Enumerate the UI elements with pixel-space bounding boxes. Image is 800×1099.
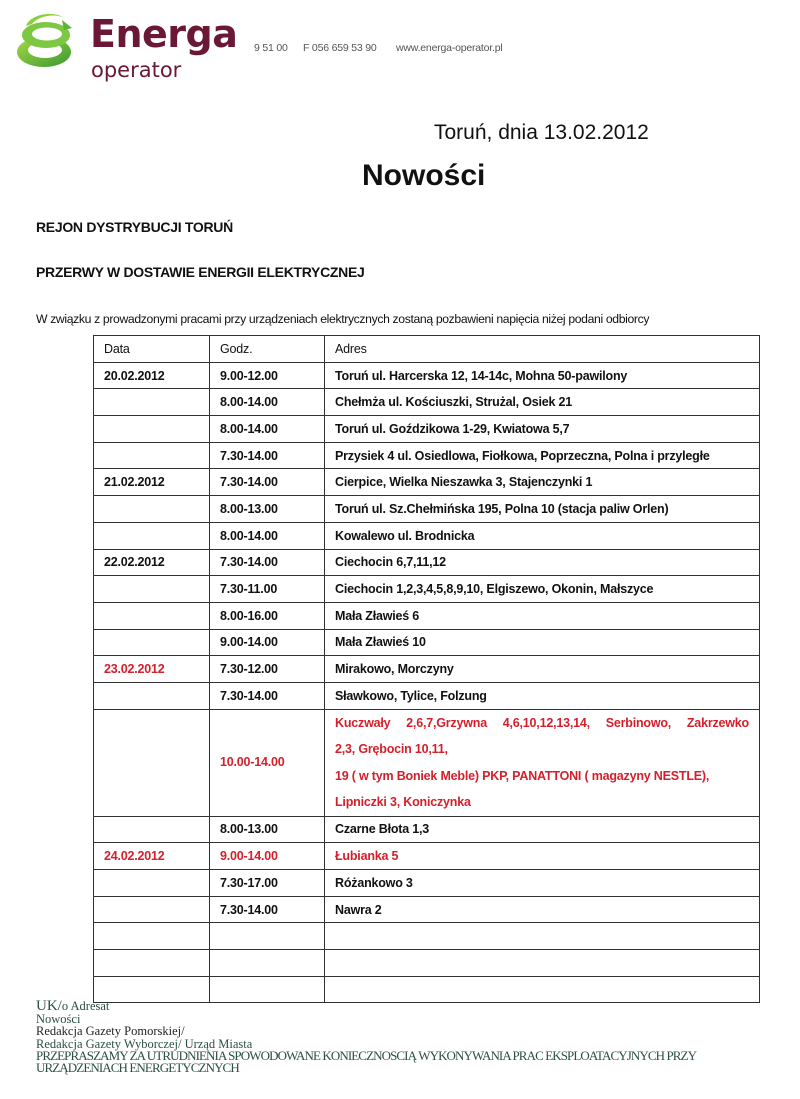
outage-table [93,335,760,1003]
table-row [94,362,760,389]
intro-text: W związku z prowadzonymi pracami przy urządzeniach elektrycznych zostaną pozbawieni napięcia niżej podani odbiorcy [36,312,650,326]
row-address: Mała Zławieś 10 [325,629,760,656]
row-time: 8.00-14.00 [210,416,325,443]
row-time: 8.00-13.00 [210,816,325,843]
table-row [94,469,760,496]
row-date [94,896,210,923]
row-time: 9.00-12.00 [210,362,325,389]
row-address [325,709,760,816]
brand-subtitle: operator [91,58,182,82]
energa-logo-icon [14,8,76,70]
table-row [94,549,760,576]
row-address: Łubianka 5 [325,843,760,870]
row-address: Mirakowo, Morczyny [325,656,760,683]
address-line: Lipniczki 3, Koniczynka [335,795,471,810]
subject-heading: PRZERWY W DOSTAWIE ENERGII ELEKTRYCZNEJ [36,264,365,280]
footer-uk: UK/ [36,998,62,1014]
row-time: 8.00-14.00 [210,522,325,549]
row-time: 9.00-14.00 [210,843,325,870]
footer-uk-rest: o Adresat [61,999,110,1013]
address-line: 2,3, Grębocin 10,11, [335,742,448,757]
table-row [94,389,760,416]
row-date [94,496,210,523]
row-address [325,976,760,1003]
row-date [94,682,210,709]
footer-apology-line2: URZĄDZENIACH ENERGETYCZNYCH [36,1060,239,1075]
row-date [94,709,210,816]
row-address: Różankowo 3 [325,870,760,897]
table-row-empty [94,950,760,977]
region-heading: REJON DYSTRYBUCJI TORUŃ [36,219,233,235]
row-date: 24.02.2012 [94,843,210,870]
table-row [94,896,760,923]
table-header-row [94,336,760,363]
row-time: 8.00-13.00 [210,496,325,523]
row-date [94,816,210,843]
row-address: Toruń ul. Goździkowa 1-29, Kwiatowa 5,7 [325,416,760,443]
table-row [94,682,760,709]
row-time: 9.00-14.00 [210,629,325,656]
fax-number: F 056 659 53 90 [303,42,377,54]
row-address: Czarne Błota 1,3 [325,816,760,843]
table-row-empty [94,923,760,950]
footer-recipients-label [36,1000,696,1013]
table-row [94,870,760,897]
table-row-highlighted [94,709,760,816]
row-address: Chełmża ul. Kościuszki, Strużal, Osiek 21 [325,389,760,416]
row-time: 7.30-14.00 [210,682,325,709]
row-date [94,522,210,549]
row-address: Przysiek 4 ul. Osiedlowa, Fiołkowa, Poprzeczna, Polna i przyległe [325,442,760,469]
row-address: Kowalewo ul. Brodnicka [325,522,760,549]
row-address: Toruń ul. Sz.Chełmińska 195, Polna 10 (stacja paliw Orlen) [325,496,760,523]
row-time: 7.30-14.00 [210,469,325,496]
row-time [210,976,325,1003]
brand-name: Energa [90,12,238,56]
city-date: Toruń, dnia 13.02.2012 [434,121,649,144]
row-date [94,416,210,443]
table-row [94,522,760,549]
header-address: Adres [325,336,760,363]
footer [36,1000,696,1074]
row-address: Ciechocin 1,2,3,4,5,8,9,10, Elgiszewo, Okonin, Małszyce [325,576,760,603]
row-time: 8.00-14.00 [210,389,325,416]
row-address: Ciechocin 6,7,11,12 [325,549,760,576]
row-address: Mała Zławieś 6 [325,602,760,629]
row-date [94,442,210,469]
row-date [94,950,210,977]
row-time: 7.30-14.00 [210,896,325,923]
row-address: Nawra 2 [325,896,760,923]
table-row-highlighted [94,843,760,870]
table-row [94,496,760,523]
row-address: Toruń ul. Harcerska 12, 14-14c, Mohna 50-pawilony [325,362,760,389]
table-row [94,442,760,469]
row-date [94,870,210,897]
row-time [210,923,325,950]
address-line: Kuczwały 2,6,7,Grzywna 4,6,10,12,13,14, Serbinowo, Zakrzewko [335,715,749,730]
row-date [94,576,210,603]
row-date [94,602,210,629]
footer-line: Nowości [36,1011,81,1026]
table-row [94,629,760,656]
row-date: 21.02.2012 [94,469,210,496]
footer-line: Redakcja Gazety Wyborczej/ Urząd Miasta [36,1036,253,1051]
table-row-empty [94,976,760,1003]
row-date: 23.02.2012 [94,656,210,683]
header-date: Data [94,336,210,363]
row-time: 7.30-11.00 [210,576,325,603]
row-time: 8.00-16.00 [210,602,325,629]
table-row [94,602,760,629]
phone-number: 9 51 00 [254,42,288,54]
footer-line: Redakcja Gazety Pomorskiej/ [36,1024,185,1038]
table-row [94,416,760,443]
row-time: 7.30-17.00 [210,870,325,897]
row-date [94,629,210,656]
row-date [94,389,210,416]
row-time [210,950,325,977]
row-date [94,923,210,950]
header-time: Godz. [210,336,325,363]
address-line: 19 ( w tym Boniek Meble) PKP, PANATTONI ( magazyny NESTLE), [335,768,710,783]
row-address: Sławkowo, Tylice, Folzung [325,682,760,709]
row-date: 20.02.2012 [94,362,210,389]
row-address: Cierpice, Wielka Nieszawka 3, Stajenczynki 1 [325,469,760,496]
row-address [325,950,760,977]
table-row [94,576,760,603]
row-time: 7.30-14.00 [210,549,325,576]
footer-apology-line1: PRZEPRASZAMY ZA UTRUDNIENIA SPOWODOWANE KONIECZNOSCIĄ WYKONYWANIA PRAC EKSPLOATACYJNYCH PRZY [36,1048,697,1063]
row-time: 7.30-14.00 [210,442,325,469]
table-row [94,656,760,683]
row-address [325,923,760,950]
row-time: 7.30-12.00 [210,656,325,683]
website-link[interactable]: www.energa-operator.pl [396,42,503,54]
row-time: 10.00-14.00 [210,709,325,816]
row-date [94,976,210,1003]
table-row [94,816,760,843]
row-date: 22.02.2012 [94,549,210,576]
document-title: Nowości [362,159,486,192]
